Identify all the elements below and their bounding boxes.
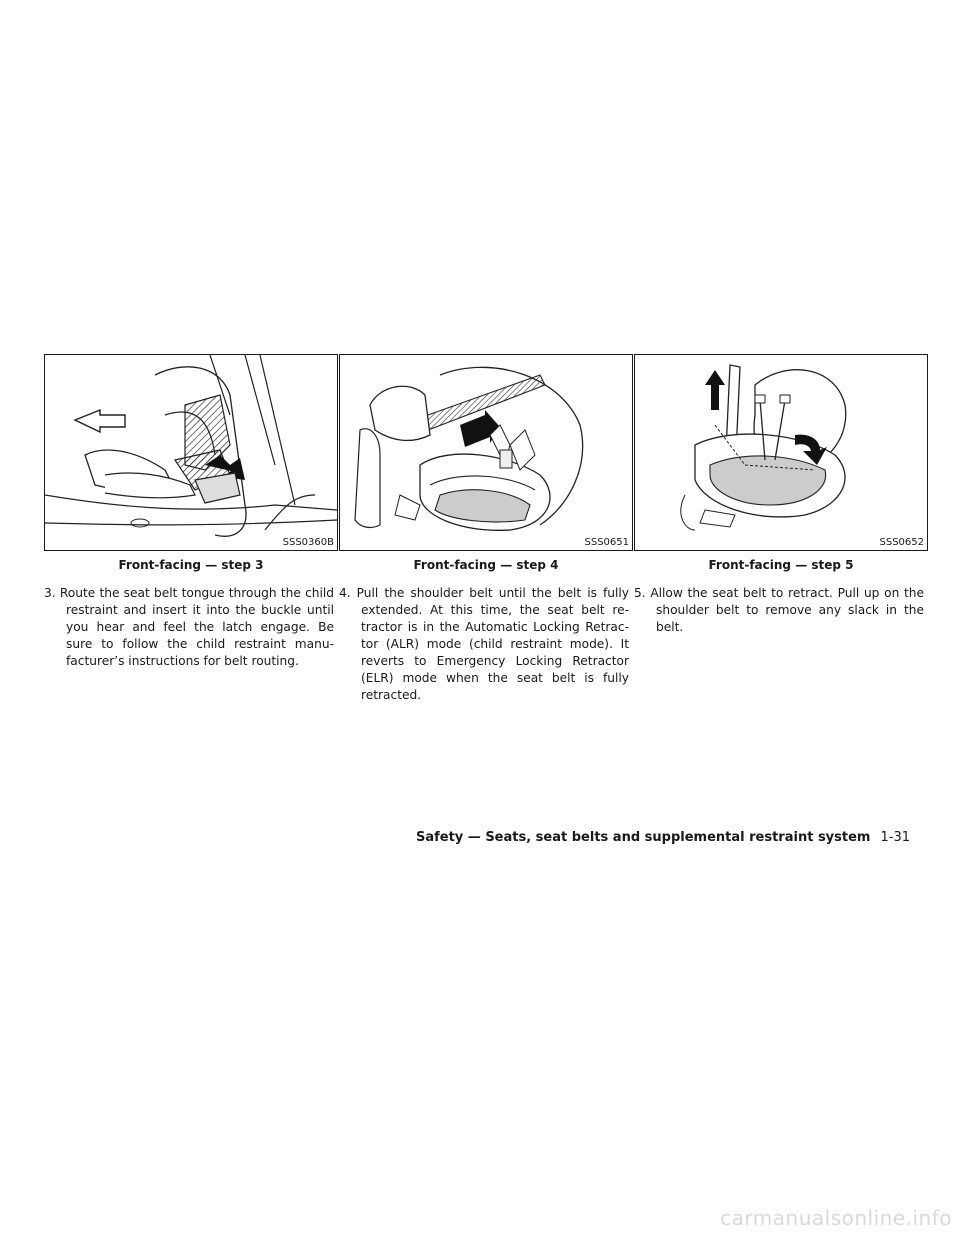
figure-code: SSS0652 bbox=[879, 537, 924, 548]
step-3-text: 3. Route the seat belt tongue through the child restraint and insert it into the buckle until you hear and feel the latch engage. Be sure to follow the child restraint manu-facturer’s instructions for belt routing. bbox=[44, 586, 334, 668]
page-footer bbox=[416, 830, 910, 845]
left-arrow-icon bbox=[75, 410, 125, 432]
belt-retract-illustration bbox=[635, 355, 927, 550]
illustration-step-4 bbox=[339, 354, 633, 551]
figure-caption: Front-facing — step 5 bbox=[708, 558, 854, 572]
seat-belt-buckle-illustration bbox=[45, 355, 337, 550]
shoulder-belt-pull-illustration bbox=[340, 355, 632, 550]
figure-caption: Front-facing — step 4 bbox=[413, 558, 559, 572]
step-5-text: 5. Allow the seat belt to retract. Pull up on the shoulder belt to remove any slack in the belt. bbox=[634, 586, 924, 634]
illustration-step-5 bbox=[634, 354, 928, 551]
illustration-step-3 bbox=[44, 354, 338, 551]
watermark: carmanualsonline.info bbox=[720, 1206, 952, 1230]
section-title: Safety — Seats, seat belts and supplemental restraint system bbox=[415, 830, 871, 845]
figure-caption: Front-facing — step 3 bbox=[118, 558, 264, 572]
step-4-text: 4. Pull the shoulder belt until the belt is fully extended. At this time, the seat belt re-tractor is in the Automatic Locking Retrac-tor (ALR) mode (child restraint mode). It reverts to Emergency Locking Retractor (ELR) mode when the seat belt is fully retracted. bbox=[339, 586, 629, 702]
figure-code: SSS0651 bbox=[584, 537, 629, 548]
figure-code: SSS0360B bbox=[282, 537, 334, 548]
up-arrow-icon bbox=[705, 370, 725, 410]
page-number: 1-31 bbox=[880, 830, 910, 845]
